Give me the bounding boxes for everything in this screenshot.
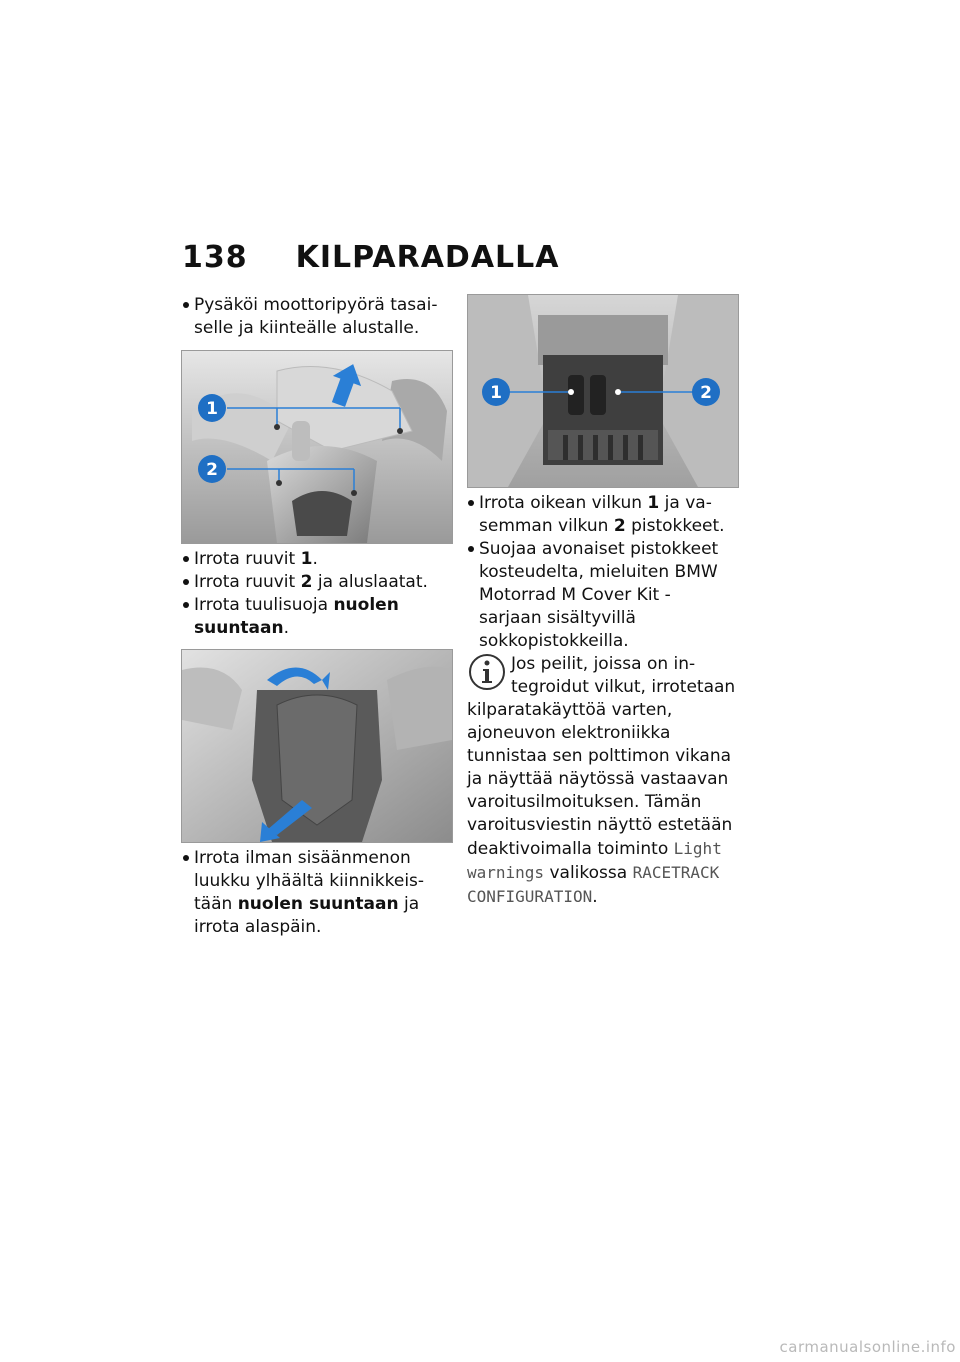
figure-label-2: 2 (206, 460, 218, 480)
watermark: carmanualsonline.info (779, 1338, 956, 1356)
menu-racetrack-configuration: RACETRACK CONFIGURATION (467, 863, 720, 906)
figure-label-2: 2 (700, 383, 712, 403)
windshield-illustration (182, 351, 452, 543)
figure-windshield-screws (181, 350, 453, 544)
step-disconnect-indicators: Irrota oikean vilkun 1 ja vasemman vilkun 2 pistokkeet. (467, 492, 739, 538)
step-remove-screws-2: Irrota ruuvit 2 ja aluslaatat. (182, 571, 454, 594)
step-park: Pysäköi moottoripyörä tasaiselle ja kiinteälle alustalle. (182, 294, 466, 340)
info-note: Jos peilit, joissa on integroidut vilkut, irrotetaan kilparatakäyttöä varten, ajoneuvon elektroniikka tunnistaa sen polttimon vikana ja näyttää näytössä vastaavan varoitusilmoituksen. Tämän varoitusviestin näyttö estetään deaktivoimalla toiminto Light warnings valikossa RACETRACK CONFIGURATION. (467, 654, 736, 907)
figure-label-1: 1 (206, 399, 218, 419)
left-steps-2 (182, 847, 454, 939)
page-number: 138 (182, 240, 248, 275)
step-remove-intake-cover: Irrota ilman sisäänmenon luukku ylhäältä kiinnikkeistään nuolen suuntaan ja irrota alaspäin. (182, 847, 454, 939)
figure-label-1: 1 (490, 383, 502, 403)
step-remove-windshield: Irrota tuulisuoja nuolen suuntaan. (182, 594, 454, 640)
page-header (182, 240, 560, 275)
air-intake-illustration (182, 650, 452, 842)
figure-air-intake-cover (181, 649, 453, 843)
figure-indicator-connectors (467, 294, 739, 488)
chapter-title: KILPARADALLA (295, 240, 560, 275)
menu-item-light-warnings: Light warnings (467, 839, 722, 882)
right-steps (467, 492, 739, 653)
step-remove-screws-1: Irrota ruuvit 1. (182, 548, 454, 571)
connectors-illustration (468, 295, 738, 487)
step-protect-connectors: Suojaa avonaiset pistokkeet kosteudelta, mieluiten BMW Motorrad M Cover Kit -sarjaan sisältyvillä sokkopistokkeilla. (467, 538, 739, 653)
left-steps (182, 548, 454, 640)
